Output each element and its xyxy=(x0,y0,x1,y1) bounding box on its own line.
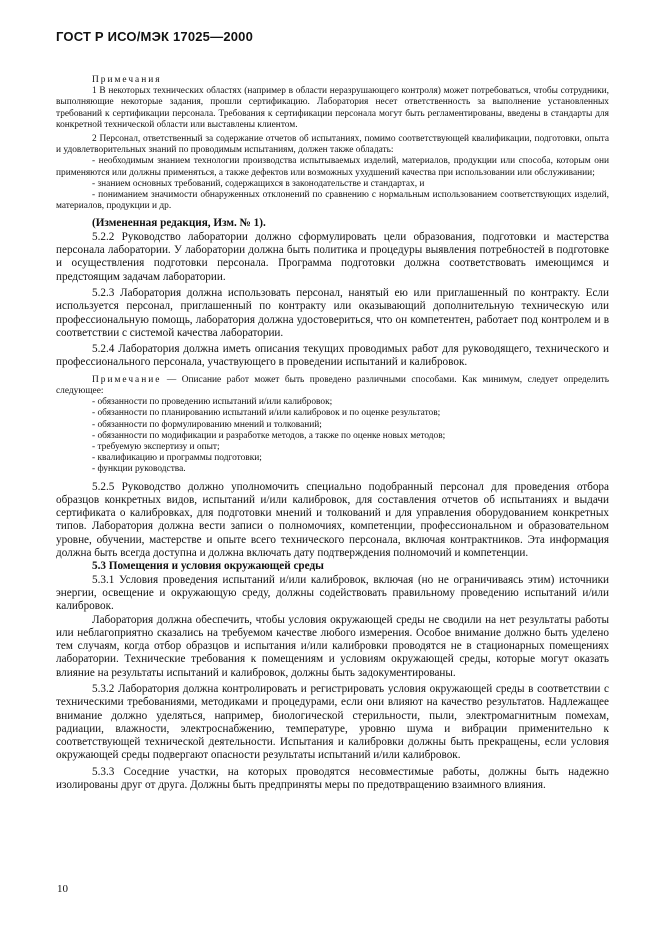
clause-5-2-2: 5.2.2 Руководство лаборатории должно сформулировать цели образования, подготовки и мастерства персонала лаборатории. У лаборатории должна быть политика и процедуры выявления потребностей в подготовке и осуществления подготовки персонала. Программа подготовки должна соответствовать имеющимся и предстоящим задачам лаборатории. xyxy=(56,230,609,283)
note-2-item: - знанием основных требований, содержащихся в законодательстве и стандартах, и xyxy=(92,178,425,189)
clause-5-3-2: 5.3.2 Лаборатория должна контролировать и регистрировать условия окружающей среды в соответствии с техническими требованиями, методиками и процедурами, если они влияют на качество результатов. Надлежащее внимание должно уделяться, например, биологической стерильности, пыли, электромагнитным помехам, радиации, влажности, электроснабжению, температуре, уровню шума и вибрации применительно к соответствующей технической деятельности. Испытания и калибровки должны быть прекращены, если условия окружающей среды подвергают опасности результаты испытаний и/или калибровок. xyxy=(56,682,609,762)
duty-item: - требуемую экспертизу и опыт; xyxy=(92,441,220,452)
document-body xyxy=(56,75,609,792)
duty-item: - квалификацию и программы подготовки; xyxy=(92,453,262,464)
note-2-item: - необходимым знанием технологии производства испытываемых изделий, материалов, продукции или способа, которым они применяются или должны применяться, а также дефектов или возможных ухудшений качества при использовании или обслуживании; xyxy=(56,156,609,178)
clause-5-3-1: 5.3.1 Условия проведения испытаний и/или калибровок, включая (но не ограничиваясь этим) источники энергии, освещение и окружающую среду, должны содействовать правильному проведению испытаний и/или калибровок. xyxy=(56,573,609,613)
page-number: 10 xyxy=(57,883,68,895)
duty-item: - функции руководства. xyxy=(92,464,186,475)
note-text: — Описание работ может быть проведено различными способами. Как минимум, следует определить следующее: xyxy=(56,374,609,396)
note-2-item: - пониманием значимости обнаруженных отклонений по сравнению с нормальным использованием соответствующих изделий, материалов, продукции и др. xyxy=(56,190,609,212)
clause-5-2-5: 5.2.5 Руководство должно уполномочить специально подобранный персонал для проведения отбора образцов конкретных видов, испытаний и/или калибровок, для составления отчетов об испытаниях и выдачи сертификата о калибровках, для подготовки мнений и толкований и для управления оборудованием конкретных типов. Лаборатория должна вести записи о полномочиях, компетенции, профессиональном и образовательном уровне, обучении, мастерстве и опыте всего технического персонала, включая контрактников. Эта информация должна быть всегда доступна и должна включать дату подтверждения полномочий и компетенции. xyxy=(56,480,609,560)
clause-5-2-4: 5.2.4 Лаборатория должна иметь описания текущих проводимых работ для руководящего, технического и профессионального персонала, участвующего в проведении испытаний и калибровок. xyxy=(56,343,609,369)
duty-item: - обязанности по проведению испытаний и/или калибровок; xyxy=(92,397,333,408)
duty-item: - обязанности по модификации и разработке методов, а также по оценке новых методов; xyxy=(92,430,446,441)
note-2-intro: 2 Персонал, ответственный за содержание отчетов об испытаниях, помимо соответствующей квалификации, подготовки, опыта и удовлетворительных знаний по проводимым испытаниям, должен также обладать: xyxy=(56,134,609,156)
clause-5-3-1-continued: Лаборатория должна обеспечить, чтобы условия окружающей среды не сводили на нет результаты работы или неблагоприятно сказались на требуемом качестве любого измерения. Особое внимание должно быть уделено тем случаям, когда отбор образцов и испытания и/или калибровки проводятся не в стационарных помещениях лаборатории. Технические требования к помещениям и условиям окружающей среды, которые могут оказать влияние на результаты испытаний и калибровок, должны быть задокументированы. xyxy=(56,613,609,679)
page-header: ГОСТ Р ИСО/МЭК 17025—2000 xyxy=(56,29,254,44)
note-1: 1 В некоторых технических областях (например в области неразрушающего контроля) может потребоваться, чтобы сотрудники, выполняющие некоторые задания, прошли сертификацию. Лаборатория несет ответственность за выполнение установленных требований к сертификации персонала. Требования к сертификации персонала могут быть регламентированы, введены в стандарты для конкретной технической области или выставлены клиентом. xyxy=(56,86,609,130)
notes-title: Примечания xyxy=(92,75,162,85)
note-label: Примечание xyxy=(92,374,162,385)
section-heading-5-3: 5.3 Помещения и условия окружающей среды xyxy=(92,560,324,573)
duty-item: - обязанности по формулированию мнений и толкований; xyxy=(92,419,322,430)
amendment-note: (Измененная редакция, Изм. № 1). xyxy=(92,217,266,230)
clause-5-3-3: 5.3.3 Соседние участки, на которых проводятся несовместимые работы, должны быть надежно изолированы друг от друга. Должны быть предприняты меры по предотвращению взаимного влияния. xyxy=(56,765,609,792)
duty-item: - обязанности по планированию испытаний и/или калибровок и по оценке результатов; xyxy=(92,408,441,419)
clause-5-2-3: 5.2.3 Лаборатория должна использовать персонал, нанятый ею или приглашенный по контракту. Если используется персонал, приглашенный по контракту или оказывающий дополнительную техническую или профессиональную помощь, лаборатория должна удостовериться, что он компетентен, работает под контролем и в соответствии с системой качества лаборатории. xyxy=(56,286,609,339)
note-job-description xyxy=(56,375,609,397)
